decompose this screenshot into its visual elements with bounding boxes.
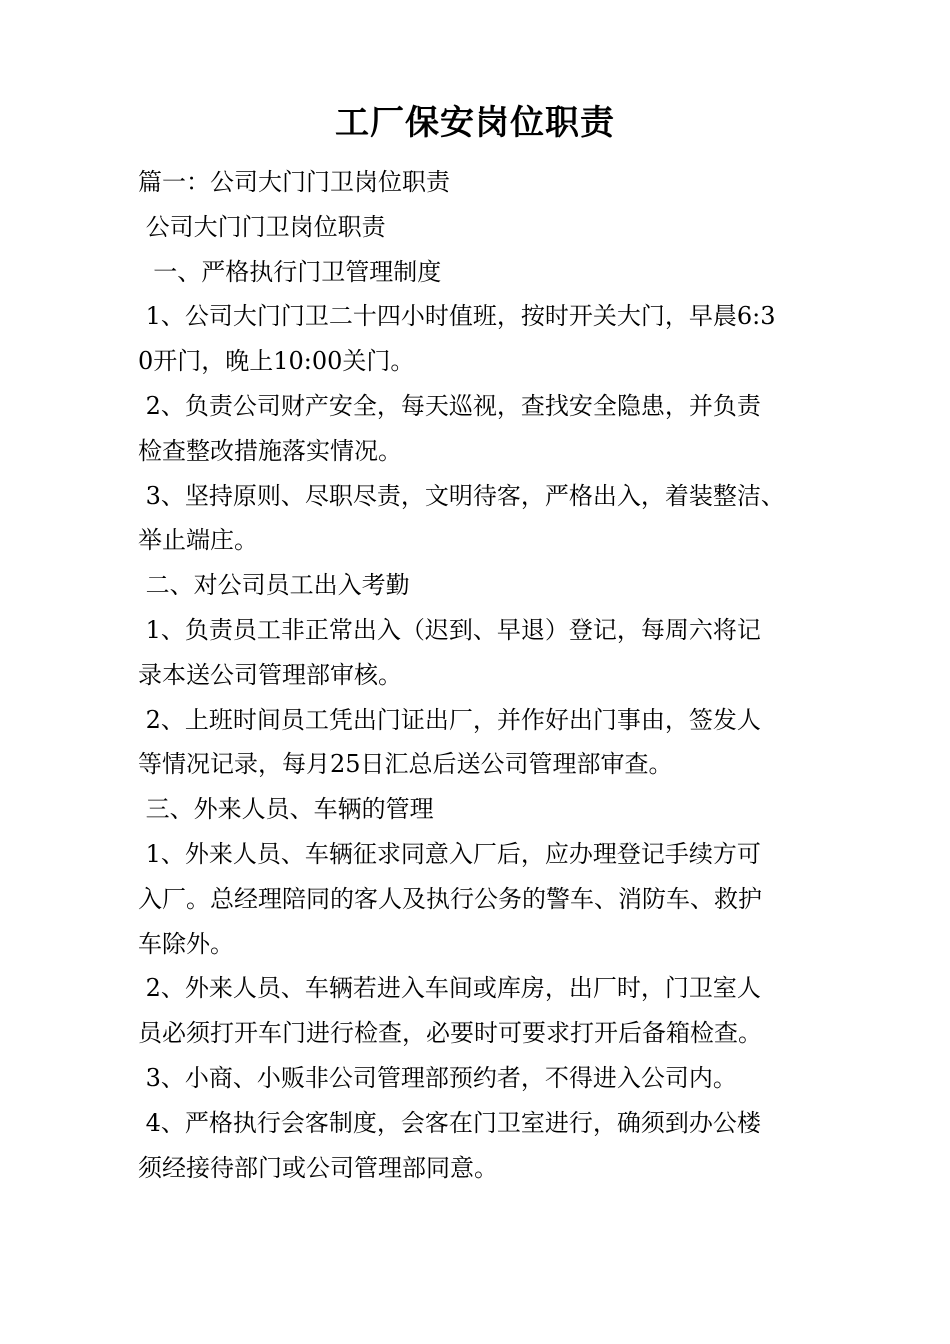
- text-line: 3、坚持原则、尽职尽责，文明待客，严格出入，着装整洁、: [138, 481, 785, 510]
- text-line: 3、小商、小贩非公司管理部预约者，不得进入公司内。: [138, 1063, 737, 1092]
- text-line: 篇一：公司大门门卫岗位职责: [138, 168, 450, 196]
- text-line: 1、负责员工非正常出入（迟到、早退）登记，每周六将记: [138, 615, 761, 644]
- text-line: 2、外来人员、车辆若进入车间或库房，出厂时，门卫室人: [138, 974, 761, 1003]
- text-line: 车除外。: [138, 929, 234, 958]
- text-line: 2、上班时间员工凭出门证出厂，并作好出门事由，签发人: [138, 705, 761, 734]
- document-title: 工厂保安岗位职责: [335, 103, 615, 143]
- text-line: 入厂。总经理陪同的客人及执行公务的警车、消防车、救护: [138, 884, 762, 913]
- text-line: 1、公司大门门卫二十四小时值班，按时开关大门，早晨6:3: [138, 302, 776, 331]
- text-line: 录本送公司管理部审核。: [138, 660, 402, 689]
- document-body: [138, 160, 828, 1190]
- text-line: 三、外来人员、车辆的管理: [138, 795, 434, 824]
- text-line: 公司大门门卫岗位职责: [138, 212, 386, 241]
- text-line: 2、负责公司财产安全，每天巡视，查找安全隐患，并负责: [138, 391, 761, 420]
- text-line: 等情况记录，每月25日汇总后送公司管理部审查。: [138, 750, 673, 779]
- text-line: 二、对公司员工出入考勤: [138, 571, 410, 600]
- text-line: 4、严格执行会客制度，会客在门卫室进行，确须到办公楼: [138, 1108, 761, 1137]
- text-line: 1、外来人员、车辆征求同意入厂后，应办理登记手续方可: [138, 839, 761, 868]
- text-line: 员必须打开车门进行检查，必要时可要求打开后备箱检查。: [138, 1019, 762, 1048]
- text-line: 举止端庄。: [138, 526, 258, 555]
- text-line: 检查整改措施落实情况。: [138, 436, 402, 465]
- text-line: 0开门，晚上10:00关门。: [138, 347, 415, 376]
- text-line: 一、严格执行门卫管理制度: [138, 257, 442, 286]
- text-line: 须经接待部门或公司管理部同意。: [138, 1153, 498, 1182]
